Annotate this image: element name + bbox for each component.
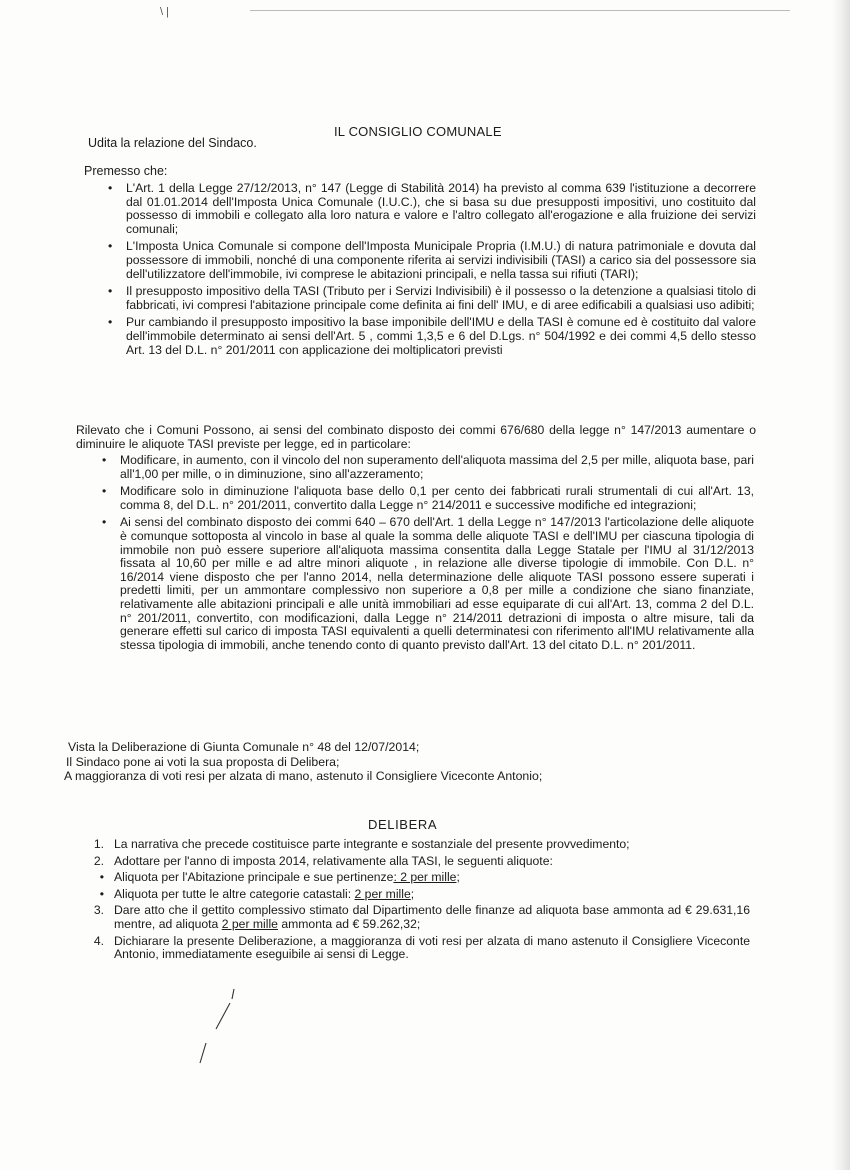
list-item: • Modificare solo in diminuzione l'aliquota base dello 0,1 per cento dei fabbricati rurali strumentali di cui all'Art. 13, comma 8, del D.L. n° 201/2011, convertito dalla Legge n° 214/2011 e successive modifiche ed integrazioni; — [84, 485, 754, 512]
item-text-end: ammonta ad € 59.262,32; — [277, 916, 421, 931]
scan-edge-shadow — [832, 0, 850, 1170]
item-text: Aliquota per l'Abitazione principale e sue pertinenze — [114, 870, 394, 885]
delibera-item — [86, 838, 750, 852]
list-item: • L'Imposta Unica Comunale si compone dell'Imposta Municipale Propria (I.M.U.) di natura patrimoniale e dovuta dal possessore di immobili, nonché di una componente riferita ai servizi indivisibili (TASI) a carico sia del possessore sia dell'utilizzatore dell'immobile, ivi comprese le abitazioni principali, e nella tassa sui rifiuti (TARI); — [88, 240, 756, 281]
delibera-item — [86, 935, 750, 962]
page-title: IL CONSIGLIO COMUNALE — [334, 124, 502, 139]
underlined-rate: 2 per mille — [221, 916, 278, 931]
closing-paragraphs — [64, 740, 543, 784]
delibera-heading: DELIBERA — [368, 817, 438, 832]
delibera-item — [86, 904, 750, 931]
rilevato-list — [84, 454, 754, 656]
delibera-item — [86, 888, 750, 902]
item-marker: • — [99, 870, 104, 885]
list-item: • Il presupposto impositivo della TASI (Tributo per i Servizi Indivisibili) è il possesso o la detenzione a qualsiasi titolo di fabbricati, ivi compresi l'abitazione principale come definita ai fini dell' IMU, e di aree edificabili a qualsiasi uso adibiti; — [88, 285, 756, 312]
item-text-end: ; — [456, 870, 460, 885]
underlined-rate: 2 per mille — [354, 886, 411, 901]
item-marker: 3. — [93, 903, 104, 918]
list-item: • Pur cambiando il presupposto impositivo la base imponibile dell'IMU e della TASI è comune ed è costituito dal valore dell'immobile determinato ai sensi dell'Art. 5 , commi 1,3,5 e 6 del D.Lgs. n° 504/1992 e dei commi 4,5 dello stesso Art. 13 del D.L. n° 201/2011 con applicazione dei moltiplicatori previsti — [88, 316, 756, 357]
item-text: Aliquota per tutte le altre categorie catastali: — [114, 886, 355, 901]
intro-premesso: Premesso che: — [84, 164, 168, 178]
premesse-list — [88, 182, 756, 361]
sindaco-line: Il Sindaco pone ai voti la sua proposta di Delibera; — [66, 754, 340, 769]
item-text: La narrativa che precede costituisce parte integrante e sostanziale del presente provvedimento; — [114, 837, 630, 851]
list-item: • Modificare, in aumento, con il vincolo del non superamento dell'aliquota massima del 2,5 per mille, aliquota base, pari all'1,00 per mille, o in diminuzione, sino all'azzeramento; — [84, 454, 754, 481]
list-item: • Ai sensi del combinato disposto dei commi 640 – 670 dell'Art. 1 della Legge n° 147/2013 l'articolazione delle aliquote è comunque sottoposta al vincolo in base al quale la somma delle aliquote TASI e dell'IMU per ciascuna tipologia di immobile non può essere superiore all'aliquota massima consentita dalla Legge Statale per l'IMU al 31/12/2013 fissata al 10,60 per mille e ad altre minori aliquote , in relazione alle diverse tipologie di immobile. Con D.L. n° 16/2014 viene disposto che per l'anno 2014, nella determinazione delle aliquote TASI possono essere superati i predetti limiti, per un ammontare complessivo non superiore a 0,8 per mille a condizione che siano finanziate, relativamente alle abitazioni principali e alle unità immobiliari ad esse equiparate di cui all'Art. 13, comma 2 del D.L. n° 201/2011, convertito, con modificazioni, dalla Legge n° 214/2011 detrazioni di imposta o altre misure, tali da generare effetti sul carico di imposta TASI equivalenti a quelli determinatesi con riferimento all'IMU relativamente alla stessa tipologia di immobili, anche tenendo conto di quanto previsto dall'Art. 13 del citato D.L. n° 201/2011. — [84, 516, 754, 652]
maggioranza-line: A maggioranza di voti resi per alzata di mano, astenuto il Consigliere Viceconte Antonio; — [64, 769, 543, 783]
item-text-end: ; — [410, 886, 415, 901]
item-marker: 1. — [93, 837, 104, 851]
item-marker: 4. — [93, 933, 104, 948]
delibera-item — [86, 855, 750, 869]
intro-udita: Udita la relazione del Sindaco. — [88, 136, 257, 150]
underlined-rate: : 2 per mille — [393, 870, 457, 885]
scan-mark: \ | — [160, 6, 169, 18]
delibera-list — [86, 838, 750, 965]
list-item: • L'Art. 1 della Legge 27/12/2013, n° 147 (Legge di Stabilità 2014) ha previsto al comma 639 l'istituzione a decorrere dal 01.01.2014 dell'Imposta Unica Comunale (I.U.C.), che si basa su due presupposti impositivi, uno costituito dal possesso di immobili e collegato alla loro natura e valore e l'altro collegato all'erogazione e alla fruizione dei servizi comunali; — [88, 182, 756, 236]
item-text: Dichiarare la presente Deliberazione, a maggioranza di voti resi per alzata di mano astenuto il Consigliere Viceconte Antonio, immediatamente eseguibile ai sensi di Legge. — [114, 933, 750, 962]
item-marker: • — [99, 886, 104, 901]
scan-smudge — [250, 10, 790, 11]
pen-stroke-mark — [190, 985, 250, 1075]
item-marker: 2. — [93, 853, 104, 868]
item-text: Dare atto che il gettito complessivo stimato dal Dipartimento delle finanze ad aliquota base ammonta ad € 29.631,16 mentre, ad aliquota — [114, 903, 750, 931]
item-text: Adottare per l'anno di imposta 2014, relativamente alla TASI, le seguenti aliquote: — [114, 853, 553, 868]
delibera-item — [86, 871, 750, 885]
rilevato-paragraph: Rilevato che i Comuni Possono, ai sensi del combinato disposto dei commi 676/680 della legge n° 147/2013 aumentare o diminuire le aliquote TASI previste per legge, ed in particolare: — [76, 423, 756, 451]
vista-line: Vista la Deliberazione di Giunta Comunale n° 48 del 12/07/2014; — [68, 740, 420, 754]
